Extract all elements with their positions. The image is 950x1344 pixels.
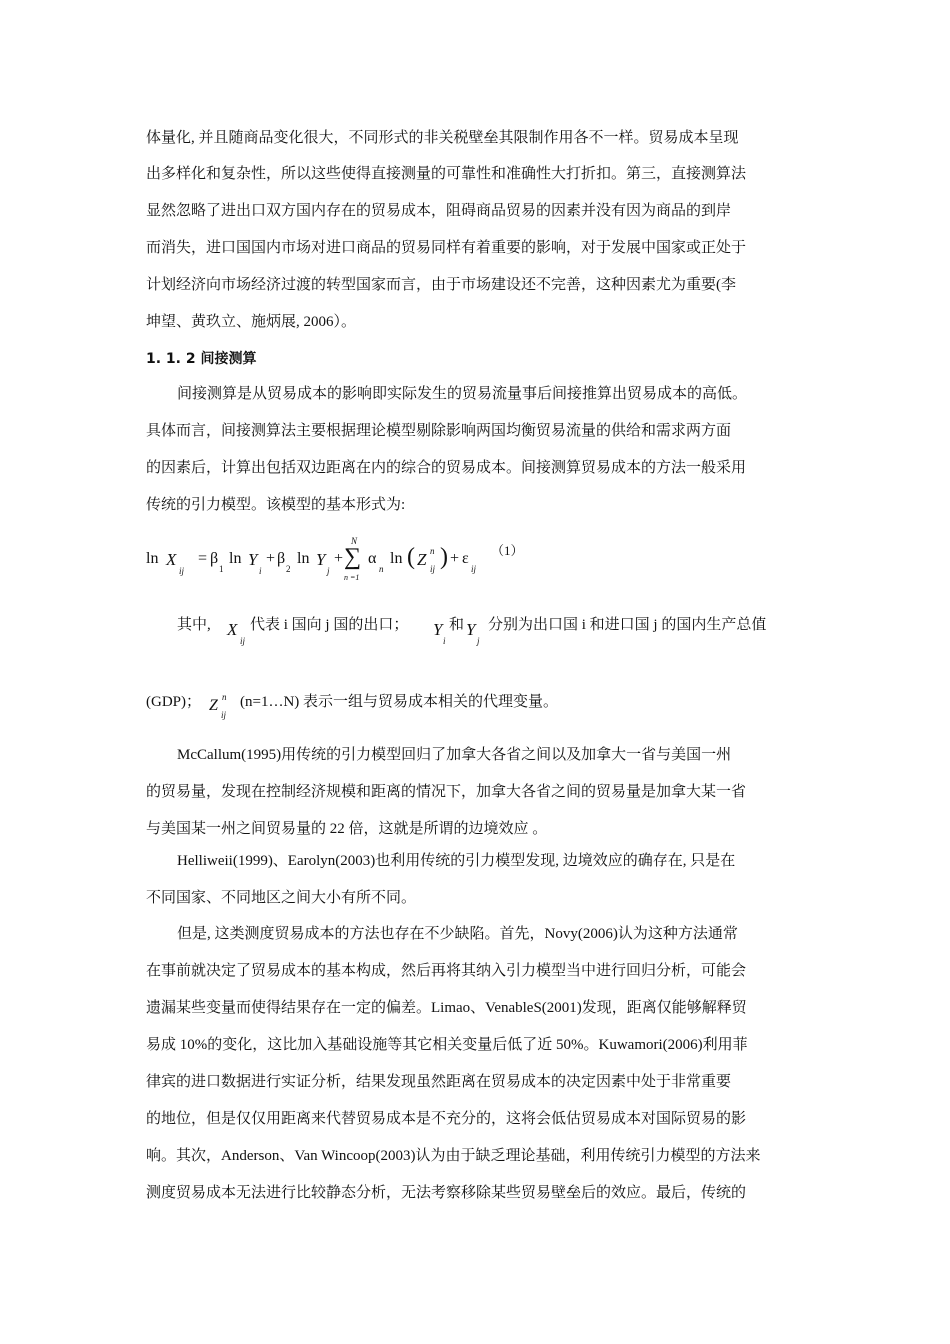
eq-sup-n: n: [430, 546, 435, 556]
eq-ln: ln: [229, 550, 242, 567]
var-x: X: [227, 620, 238, 639]
text-line: 具体而言，间接测算法主要根据理论模型剔除影响两国均衡贸易流量的供给和需求两方面: [146, 423, 732, 439]
text-line: 坤望、黄玖立、施炳展, 2006）。: [146, 314, 357, 330]
var-yj-sub: j: [477, 636, 480, 646]
var-yi-sub: i: [443, 636, 446, 646]
text-line: 遗漏某些变量而使得结果存在一定的偏差。Limao、VenableS(2001)发现，距离仅能够解释贸: [146, 1000, 747, 1016]
section-heading: 1. 1. 2 间接测算: [146, 351, 257, 367]
text-line: 而消失，进口国国内市场对进口商品的贸易同样有着重要的影响，对于发展中国家或正处于: [146, 240, 747, 256]
eq-sub-2: 2: [286, 564, 291, 574]
gravity-equation: [146, 536, 566, 590]
text-line: Helliweii(1999)、Earolyn(2003)也利用传统的引力模型发现, 边境效应的确存在, 只是在: [177, 853, 736, 869]
text-line: 传统的引力模型。该模型的基本形式为:: [146, 497, 406, 513]
var-x-sub-ij: ij: [240, 636, 246, 646]
eq-plus: +: [450, 550, 460, 567]
text-line: 显然忽略了进出口双方国内存在的贸易成本，阻碍商品贸易的因素并没有因为商品的到岸: [146, 203, 732, 219]
text-line: 在事前就决定了贸易成本的基本构成，然后再将其纳入引力模型当中进行回归分析，可能会: [146, 963, 747, 979]
eq-sub-ij: ij: [471, 564, 477, 574]
eq-sum-upper: N: [351, 536, 358, 546]
eq-right-paren: ): [440, 544, 448, 570]
eq-sub-i: i: [259, 566, 262, 576]
eq-sum-symbol: ∑: [344, 544, 362, 570]
text-fragment: 代表 i 国向 j 国的出口；: [250, 617, 409, 633]
var-z-sup-n: n: [222, 692, 227, 702]
text-line: 间接测算是从贸易成本的影响即实际发生的贸易流量事后间接推算出贸易成本的高低。: [177, 386, 748, 402]
text-line: 但是, 这类测度贸易成本的方法也存在不少缺陷。首先，Novy(2006)认为这种方法通常: [177, 926, 738, 942]
eq-y: Y: [316, 550, 326, 569]
eq-ln: ln: [146, 550, 159, 567]
eq-beta: β: [277, 550, 286, 567]
var-z-sub-ij: ij: [221, 710, 227, 720]
eq-sub-n: n: [379, 564, 384, 574]
text-line: 的贸易量，发现在控制经济规模和距离的情况下，加拿大各省之间的贸易量是加拿大某一省: [146, 784, 747, 800]
text-line: 易成 10%的变化，这比加入基础设施等其它相关变量后低了近 50%。Kuwamori(2006)利用菲: [146, 1037, 748, 1053]
text-line: 计划经济向市场经济过渡的转型国家而言，由于市场建设还不完善，这种因素尤为重要(李: [146, 277, 736, 293]
text-line: 与美国某一州之间贸易量的 22 倍，这就是所谓的边境效应 。: [146, 821, 548, 837]
text-line: 的地位，但是仅仅用距离来代替贸易成本是不充分的，这将会低估贸易成本对国际贸易的影: [146, 1111, 747, 1127]
text-fragment: (n=1…N) 表示一组与贸易成本相关的代理变量。: [240, 694, 559, 710]
equation-number: （1）: [491, 543, 524, 558]
eq-left-paren: (: [407, 544, 415, 570]
eq-beta: β: [210, 550, 219, 567]
var-yi: Y: [433, 620, 443, 639]
text-fragment: 分别为出口国 i 和进口国 j 的国内生产总值: [488, 617, 767, 633]
eq-equals: =: [198, 550, 208, 567]
text-line: 测度贸易成本无法进行比较静态分析，无法考察移除某些贸易壁垒后的效应。最后，传统的: [146, 1185, 747, 1201]
text-fragment: 和: [449, 617, 465, 633]
eq-x: X: [166, 550, 177, 569]
text-line: McCallum(1995)用传统的引力模型回归了加拿大各省之间以及加拿大一省与美国一州: [177, 747, 732, 763]
eq-sub-ij: ij: [179, 566, 185, 576]
text-line: 出多样化和复杂性，所以这些使得直接测量的可靠性和准确性大打折扣。第三，直接测算法: [146, 166, 747, 182]
text-line: 体量化, 并且随商品变化很大，不同形式的非关税壁垒其限制作用各不一样。贸易成本呈现: [146, 130, 739, 146]
text-line: 律宾的进口数据进行实证分析，结果发现虽然距离在贸易成本的决定因素中处于非常重要: [146, 1074, 732, 1090]
eq-alpha: α: [368, 550, 377, 567]
text-line: 的因素后，计算出包括双边距离在内的综合的贸易成本。间接测算贸易成本的方法一般采用: [146, 460, 747, 476]
eq-plus: +: [334, 550, 344, 567]
text-line: 响。其次，Anderson、Van Wincoop(2003)认为由于缺乏理论基础，利用传统引力模型的方法来: [146, 1148, 761, 1164]
eq-ln: ln: [297, 550, 310, 567]
eq-z: Z: [417, 550, 427, 569]
eq-plus: +: [266, 550, 276, 567]
eq-sub-1: 1: [219, 564, 224, 574]
eq-y: Y: [248, 550, 258, 569]
var-z: Z: [209, 697, 218, 714]
text-fragment: 其中,: [177, 617, 211, 633]
eq-sum-lower: n =1: [344, 573, 360, 582]
eq-ln: ln: [390, 550, 403, 567]
eq-sub-j: j: [327, 566, 330, 576]
var-yj: Y: [466, 620, 476, 639]
text-line: 不同国家、不同地区之间大小有所不同。: [146, 890, 417, 906]
eq-epsilon: ε: [462, 550, 469, 567]
text-fragment: (GDP)；: [146, 694, 201, 710]
eq-sub-ij: ij: [430, 564, 436, 574]
